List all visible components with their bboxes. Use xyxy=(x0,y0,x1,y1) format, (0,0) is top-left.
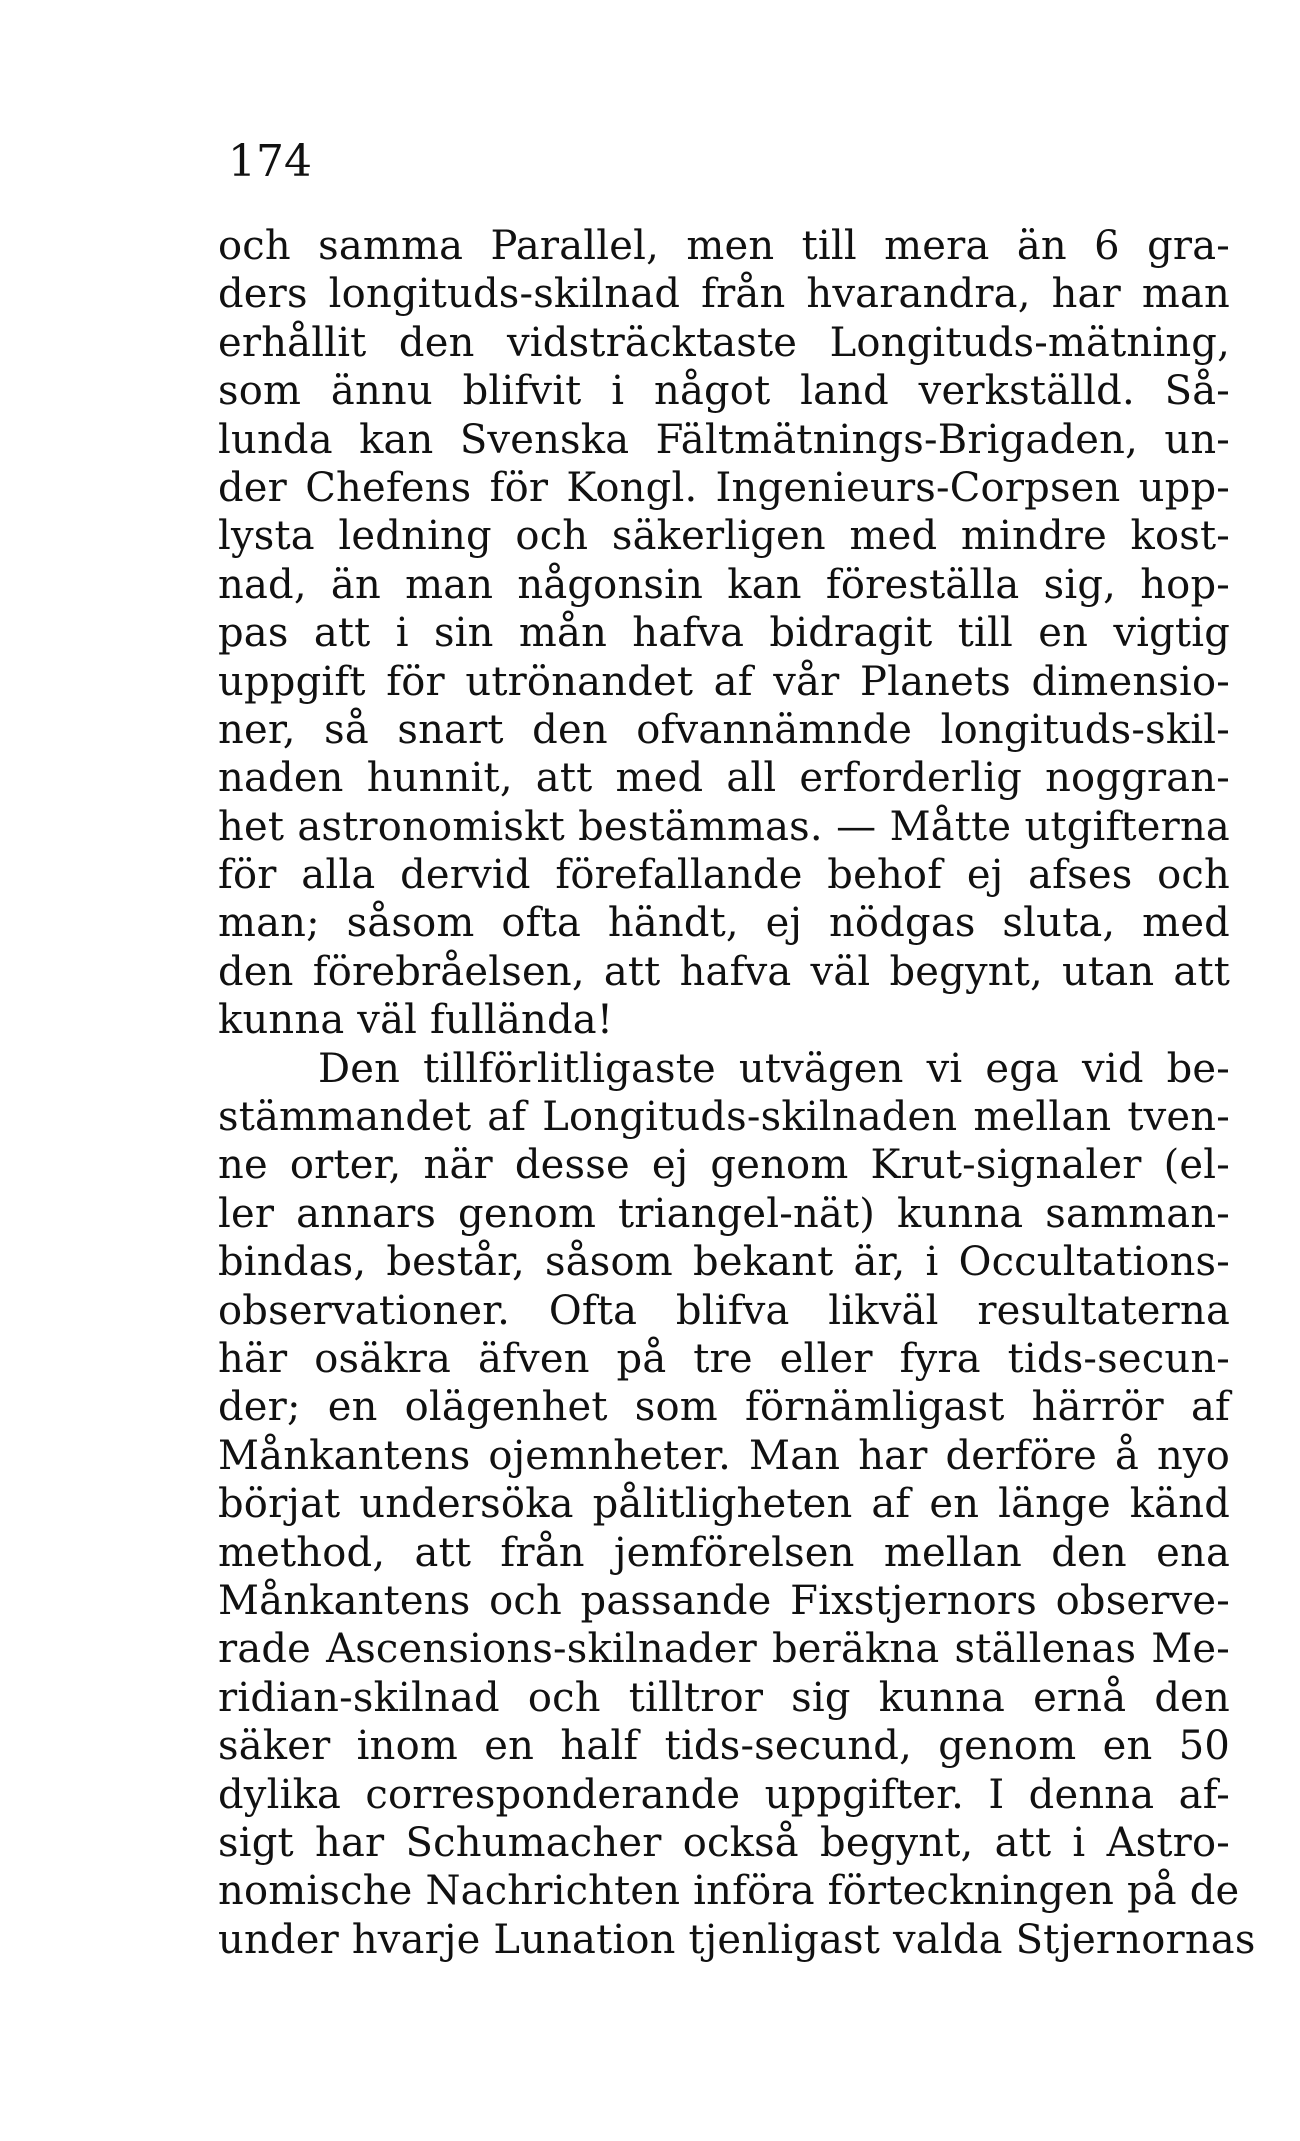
text-line: här osäkra äfven på tre eller fyra tids-secun- xyxy=(218,1335,1230,1382)
text-line: säker inom en half tids-secund, genom en 50 xyxy=(218,1723,1230,1770)
text-line: rade Ascensions-skilnader beräkna ställenas Me- xyxy=(218,1626,1230,1673)
text-line: der Chefens för Kongl. Ingenieurs-Corpsen upp- xyxy=(218,464,1230,511)
text-line: för alla dervid förefallande behof ej afses och xyxy=(218,852,1230,899)
text-line: lunda kan Svenska Fältmätnings-Brigaden, un- xyxy=(218,416,1230,463)
text-line: bindas, består, såsom bekant är, i Occultations- xyxy=(218,1239,1230,1286)
text-line: sigt har Schumacher också begynt, att i Astro- xyxy=(218,1819,1230,1866)
page-number: 174 xyxy=(228,136,312,187)
text-line: och samma Parallel, men till mera än 6 gra- xyxy=(218,223,1230,269)
text-line: lysta ledning och säkerligen med mindre kost- xyxy=(218,513,1230,560)
text-line: nomische Nachrichten införa förteckningen på de xyxy=(218,1868,1240,1915)
text-line: naden hunnit, att med all erforderlig noggran- xyxy=(218,755,1230,802)
text-line: ridian-skilnad och tilltror sig kunna ernå den xyxy=(218,1674,1230,1721)
text-line: dylika corresponderande uppgifter. I denna af- xyxy=(218,1771,1230,1818)
text-line: ne orter, när desse ej genom Krut-signaler (el- xyxy=(218,1142,1230,1189)
text-line: under hvarje Lunation tjenligast valda Stjernornas xyxy=(218,1916,1256,1963)
text-line: den förebråelsen, att hafva väl begynt, utan att xyxy=(218,948,1230,995)
paragraph-end-line: kunna väl fullända! xyxy=(218,997,614,1044)
text-line: uppgift för utrönandet af vår Planets dimensio- xyxy=(218,658,1230,705)
text-line: nad, än man någonsin kan föreställa sig, hop- xyxy=(218,561,1230,608)
text-line: Månkantens och passande Fixstjernors observe- xyxy=(218,1577,1230,1624)
text-line: erhållit den vidsträcktaste Longituds-mätning, xyxy=(218,319,1230,366)
text-line: der; en olägenhet som förnämligast härrör af xyxy=(218,1384,1230,1431)
text-line: pas att i sin mån hafva bidragit till en vigtig xyxy=(218,610,1230,657)
text-line: het astronomiskt bestämmas. — Måtte utgifterna xyxy=(218,803,1230,850)
paragraph-start-line: Den tillförlitligaste utvägen vi ega vid be- xyxy=(318,1045,1230,1092)
text-line: ders longituds-skilnad från hvarandra, har man xyxy=(218,271,1230,318)
text-line: observationer. Ofta blifva likväl resultaterna xyxy=(218,1287,1230,1334)
text-line: Månkantens ojemnheter. Man har derföre å nyo xyxy=(218,1432,1230,1479)
text-line: man; såsom ofta händt, ej nödgas sluta, med xyxy=(218,900,1230,947)
text-line: som ännu blifvit i något land verkställd. Så- xyxy=(218,368,1230,415)
text-line: ner, så snart den ofvannämnde longituds-skil- xyxy=(218,706,1230,753)
text-line: stämmandet af Longituds-skilnaden mellan tven- xyxy=(218,1094,1230,1141)
text-line: ler annars genom triangel-nät) kunna samman- xyxy=(218,1190,1230,1237)
body-text xyxy=(218,222,1256,1964)
text-line: method, att från jemförelsen mellan den ena xyxy=(218,1529,1230,1576)
text-line: börjat undersöka pålitligheten af en länge känd xyxy=(218,1481,1230,1528)
